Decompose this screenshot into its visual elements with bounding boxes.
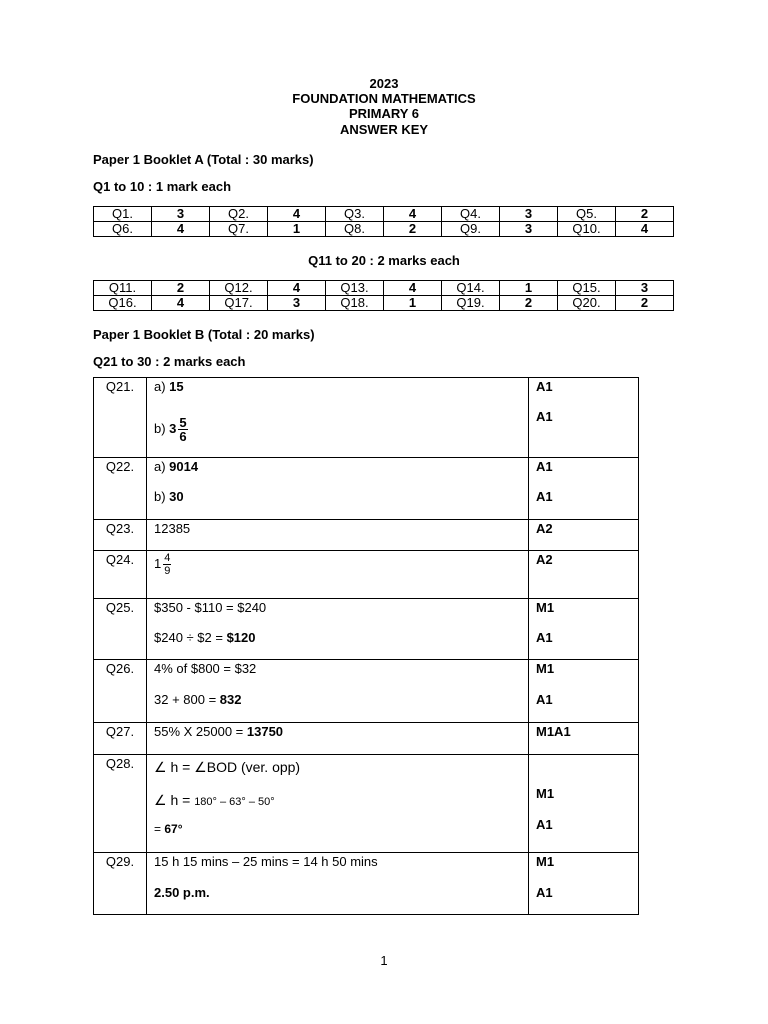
mark-label: A1 — [536, 692, 553, 707]
mark-cell — [529, 458, 639, 520]
answer-whole: 3 — [169, 420, 177, 436]
mark-label: A2 — [536, 521, 553, 536]
working-cell — [147, 378, 529, 458]
answer-value: 4 — [384, 207, 442, 222]
mark-label: M1 — [536, 786, 555, 801]
mark-label: M1A1 — [536, 724, 571, 739]
mark-label: A1 — [536, 459, 553, 474]
answer-value: 13750 — [246, 724, 284, 739]
fraction-numerator: 5 — [179, 415, 187, 430]
mark-label: A1 — [536, 409, 553, 424]
mark-label: A1 — [536, 817, 553, 832]
table-row — [94, 222, 674, 237]
answer-value: 30 — [169, 489, 184, 504]
question-label: Q9. — [442, 222, 500, 237]
answer-value: 2 — [616, 207, 674, 222]
mark-cell — [529, 723, 639, 755]
working-text: = — [154, 822, 165, 836]
table-row — [94, 853, 639, 915]
mark-cell — [529, 755, 639, 853]
question-label: Q11. — [94, 281, 152, 296]
working-cell — [147, 520, 529, 551]
answer-value: 4 — [268, 281, 326, 296]
answer-value: 3 — [268, 296, 326, 311]
booklet-a-title: Paper 1 Booklet A (Total : 30 marks) — [93, 152, 314, 167]
question-label: Q29. — [94, 853, 147, 915]
mark-cell — [529, 551, 639, 599]
mark-cell — [529, 599, 639, 660]
working-cell — [147, 660, 529, 723]
table-row — [94, 281, 674, 296]
answer-value: 1 — [500, 281, 558, 296]
answer-value: 1 — [384, 296, 442, 311]
answer-value: 3 — [500, 222, 558, 237]
mcq-table-q1-q10 — [93, 206, 674, 237]
mark-cell — [529, 660, 639, 723]
part-label: a) — [154, 459, 170, 474]
question-label: Q17. — [210, 296, 268, 311]
working-cell — [147, 551, 529, 599]
mark-label: M1 — [536, 600, 555, 615]
section1-title: Q1 to 10 : 1 mark each — [93, 179, 232, 194]
table-row — [94, 660, 639, 723]
working-text: ∠ h = — [154, 792, 195, 808]
question-label: Q25. — [94, 599, 147, 660]
header-level: PRIMARY 6 — [348, 106, 420, 121]
answer-value: 4 — [268, 207, 326, 222]
question-label: Q10. — [558, 222, 616, 237]
header-doc-type: ANSWER KEY — [339, 122, 429, 137]
table-row — [94, 207, 674, 222]
working-cell — [147, 755, 529, 853]
table-row — [94, 296, 674, 311]
question-label: Q3. — [326, 207, 384, 222]
mark-label: A2 — [536, 552, 553, 567]
fraction-denominator: 6 — [179, 429, 187, 444]
mark-label: A1 — [536, 489, 553, 504]
question-label: Q15. — [558, 281, 616, 296]
working-line — [154, 724, 283, 739]
working-text: $240 ÷ $2 = — [154, 630, 227, 645]
mcq-table-q11-q20 — [93, 280, 674, 311]
working-line — [154, 692, 241, 707]
booklet-b-section-title: Q21 to 30 : 2 marks each — [93, 354, 246, 369]
working-line — [154, 792, 275, 809]
answer-value: 4 — [616, 222, 674, 237]
header-subject: FOUNDATION MATHEMATICS — [292, 91, 476, 106]
answer-whole: 1 — [154, 555, 162, 571]
question-label: Q21. — [94, 378, 147, 458]
working-line: 15 h 15 mins – 25 mins = 14 h 50 mins — [154, 854, 378, 869]
question-label: Q14. — [442, 281, 500, 296]
answer-value: 4 — [152, 222, 210, 237]
table-row — [94, 378, 639, 458]
working-calc: 180° – 63° – 50° — [194, 796, 275, 808]
question-label: Q27. — [94, 723, 147, 755]
question-label: Q12. — [210, 281, 268, 296]
booklet-b-title: Paper 1 Booklet B (Total : 20 marks) — [93, 327, 315, 342]
working-line — [154, 822, 183, 836]
header-year: 2023 — [369, 76, 399, 91]
mark-label: A1 — [536, 379, 553, 394]
working-text: 32 + 800 = — [154, 692, 220, 707]
answer-value: 2 — [500, 296, 558, 311]
answer-value: 2.50 p.m. — [154, 885, 210, 900]
question-label: Q7. — [210, 222, 268, 237]
answer-value: 12385 — [154, 521, 191, 536]
working-cell — [147, 458, 529, 520]
answer-value: 3 — [500, 207, 558, 222]
question-label: Q2. — [210, 207, 268, 222]
question-label: Q5. — [558, 207, 616, 222]
answer-value: 4 — [384, 281, 442, 296]
question-label: Q4. — [442, 207, 500, 222]
mark-cell — [529, 520, 639, 551]
answer-fraction — [178, 416, 187, 443]
working-line — [154, 552, 171, 577]
answer-value: 2 — [384, 222, 442, 237]
question-label: Q23. — [94, 520, 147, 551]
working-cell — [147, 723, 529, 755]
question-label: Q8. — [326, 222, 384, 237]
working-line — [154, 379, 184, 394]
fraction-numerator: 4 — [164, 552, 171, 564]
answer-value: 3 — [152, 207, 210, 222]
working-line: ∠ h = ∠BOD (ver. opp) — [154, 759, 301, 775]
part-label: b) — [154, 489, 170, 504]
answer-value: 9014 — [169, 459, 199, 474]
working-cell — [147, 853, 529, 915]
working-line: 4% of $800 = $32 — [154, 661, 257, 676]
section2-title: Q11 to 20 : 2 marks each — [308, 253, 460, 268]
part-label: a) — [154, 379, 170, 394]
table-row — [94, 723, 639, 755]
mark-label: A1 — [536, 885, 553, 900]
answer-value: 67° — [164, 822, 183, 836]
mark-label: M1 — [536, 661, 555, 676]
mark-label: M1 — [536, 854, 555, 869]
answer-value: 15 — [169, 379, 184, 394]
page-number: 1 — [380, 953, 388, 968]
answer-value: 1 — [268, 222, 326, 237]
answer-value: $120 — [226, 630, 256, 645]
mark-cell — [529, 378, 639, 458]
mark-label: A1 — [536, 630, 553, 645]
table-row — [94, 458, 639, 520]
answer-fraction — [163, 552, 171, 577]
question-label: Q24. — [94, 551, 147, 599]
mark-cell — [529, 853, 639, 915]
question-label: Q1. — [94, 207, 152, 222]
structured-answer-table — [93, 377, 639, 915]
question-label: Q28. — [94, 755, 147, 853]
answer-value: 2 — [152, 281, 210, 296]
working-line — [154, 489, 184, 504]
working-line: $350 - $110 = $240 — [154, 600, 267, 615]
working-line — [154, 459, 198, 474]
answer-value: 2 — [616, 296, 674, 311]
table-row — [94, 551, 639, 599]
table-row — [94, 520, 639, 551]
question-label: Q18. — [326, 296, 384, 311]
table-row — [94, 755, 639, 853]
table-row — [94, 599, 639, 660]
working-line — [154, 630, 255, 645]
working-line — [154, 416, 188, 443]
working-cell — [147, 599, 529, 660]
question-label: Q22. — [94, 458, 147, 520]
question-label: Q13. — [326, 281, 384, 296]
answer-value: 3 — [616, 281, 674, 296]
question-label: Q16. — [94, 296, 152, 311]
answer-value: 832 — [219, 692, 242, 707]
answer-value: 4 — [152, 296, 210, 311]
question-label: Q20. — [558, 296, 616, 311]
question-label: Q6. — [94, 222, 152, 237]
working-text: 55% X 25000 = — [154, 724, 247, 739]
question-label: Q26. — [94, 660, 147, 723]
fraction-denominator: 9 — [164, 565, 171, 577]
part-label: b) — [154, 420, 170, 436]
question-label: Q19. — [442, 296, 500, 311]
